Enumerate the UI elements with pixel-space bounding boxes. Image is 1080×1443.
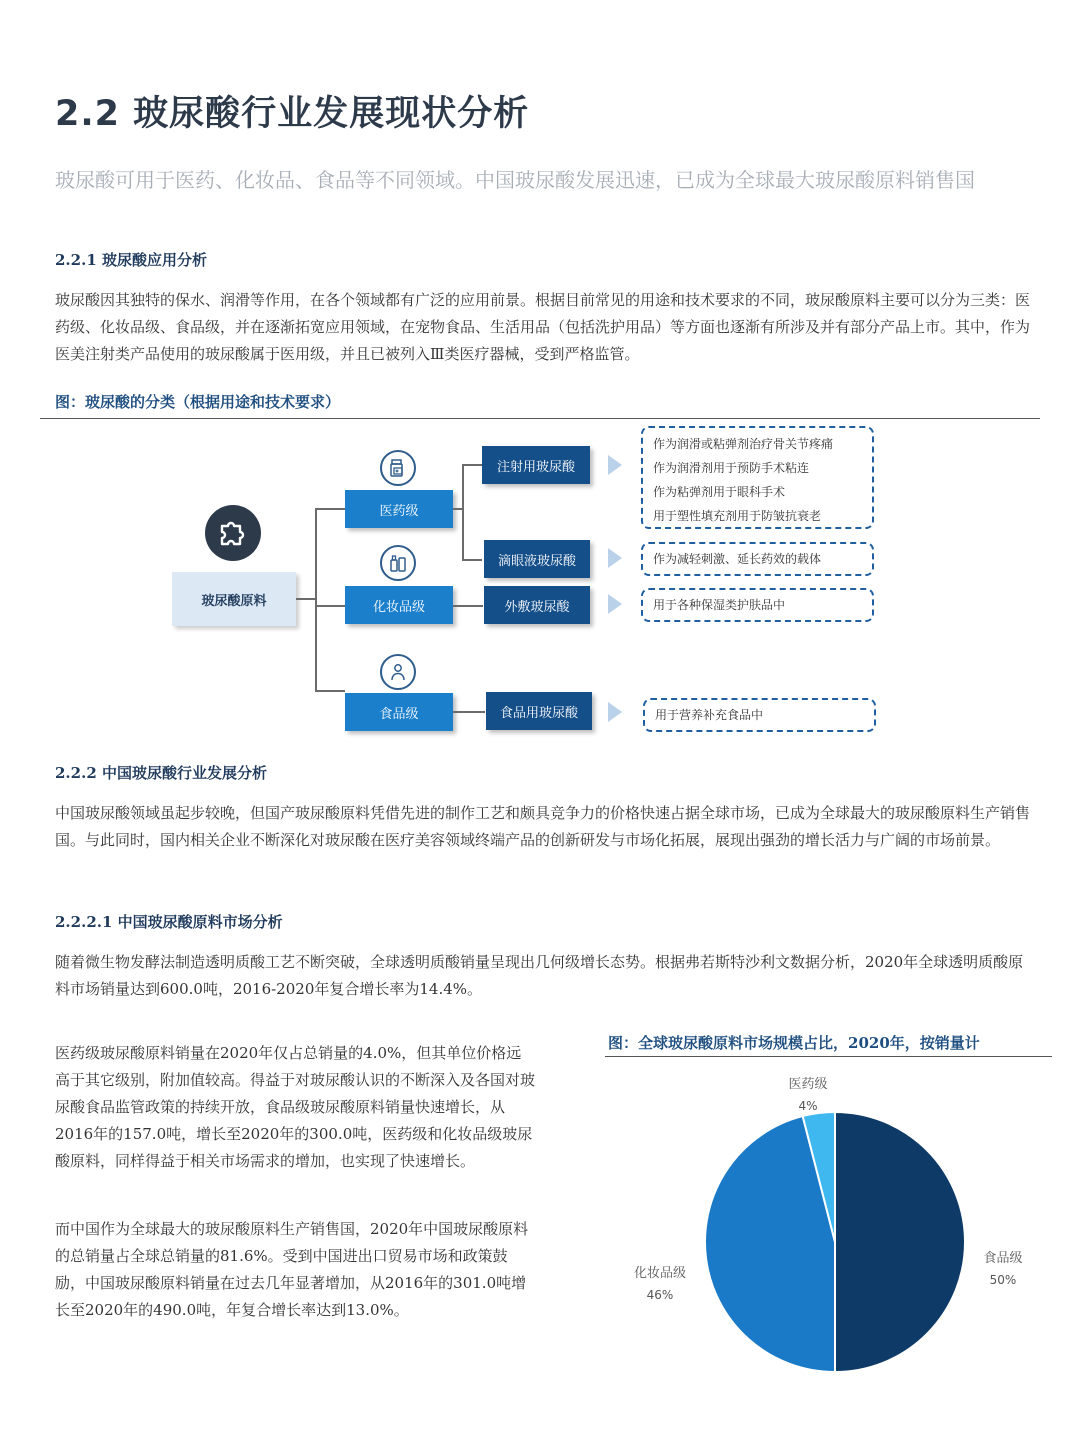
use-item: 用于塑性填充剂用于防皱抗衰老 <box>653 509 822 523</box>
use-item: 作为减轻刺激、延长药效的载体 <box>653 552 822 566</box>
section-heading-2221: 2.2.2.1 中国玻尿酸原料市场分析 <box>55 913 283 931</box>
pie-slice-value: 4% <box>798 1099 818 1113</box>
use-box-foodgrade <box>643 698 876 732</box>
type-box-foodgrade <box>486 692 592 730</box>
root-label: 玻尿酸原料 <box>201 593 267 609</box>
root-box <box>172 572 296 626</box>
cosmetics-icon <box>380 545 416 581</box>
section-paragraph-221: 玻尿酸因其独特的保水、润滑等作用，在各个领域都有广泛的应用前景。根据目前常见的用途和技术要求的不同，玻尿酸原料主要可以分为三类：医药级、化妆品级、食品级，并在逐渐拓宽应用领域，在宠物食品、生活用品（包括洗护用品）等方面也逐渐有所涉及并有部分产品上市。其中，作为医美注射类产品使用的玻尿酸属于医用级，并且已被列入Ⅲ类医疗器械，受到严格监管。 <box>55 291 1031 363</box>
section-heading-221: 2.2.1 玻尿酸应用分析 <box>55 251 207 269</box>
category-box-food <box>345 693 453 731</box>
connector <box>315 508 345 510</box>
use-item: 作为粘弹剂用于眼科手术 <box>653 485 786 499</box>
left-paragraph-2: 而中国作为全球最大的玻尿酸原料生产销售国，2020年中国玻尿酸原料的总销量占全球总销量的81.6%。受到中国进出口贸易市场和政策鼓励，中国玻尿酸原料销量在过去几年显著增加，从2016年的301.0吨增长至2020年的490.0吨，年复合增长率达到13.0%。 <box>55 1220 529 1319</box>
use-item: 作为润滑剂用于预防手术粘连 <box>653 461 810 475</box>
connector <box>462 464 464 560</box>
pie-slice-label: 食品级 <box>983 1251 1023 1266</box>
category-box-pharma <box>345 490 453 528</box>
connector <box>462 464 482 466</box>
arrow-right-icon <box>608 455 622 475</box>
medicine-bottle-icon <box>380 450 416 486</box>
pie-slice <box>835 1112 965 1372</box>
category-box-cosmetic <box>345 586 453 624</box>
type-box-eyedrop <box>484 540 590 578</box>
use-item: 用于各种保湿类护肤品中 <box>653 598 786 612</box>
arrow-right-icon <box>608 594 622 614</box>
section-paragraph-2221: 随着微生物发酵法制造透明质酸工艺不断突破，全球透明质酸销量呈现出几何级增长态势。根据弗若斯特沙利文数据分析，2020年全球透明质酸原料市场销量达到600.0吨，2016-2020年复合增长率为14.4%。 <box>55 953 1024 998</box>
category-label: 医药级 <box>379 503 419 519</box>
person-icon <box>380 654 416 690</box>
connector <box>453 605 483 607</box>
connector <box>462 559 482 561</box>
type-label: 滴眼液玻尿酸 <box>497 553 576 569</box>
type-label: 注射用玻尿酸 <box>496 459 575 475</box>
connector <box>315 690 345 692</box>
connector <box>315 508 317 692</box>
use-item: 作为润滑或粘弹剂治疗骨关节疼痛 <box>653 437 834 451</box>
section-paragraph-222: 中国玻尿酸领域虽起步较晚，但国产玻尿酸原料凭借先进的制作工艺和颇具竞争力的价格快速占据全球市场，已成为全球最大的玻尿酸原料生产销售国。与此同时，国内相关企业不断深化对玻尿酸在医疗美容领域终端产品的创新研发与市场化拓展，展现出强劲的增长活力与广阔的市场前景。 <box>55 804 1031 849</box>
diagram-title: 图：玻尿酸的分类（根据用途和技术要求） <box>55 393 341 411</box>
category-label: 化妆品级 <box>372 599 425 615</box>
connector <box>296 598 316 600</box>
use-item: 用于营养补充食品中 <box>655 708 764 722</box>
section-heading-222: 2.2.2 中国玻尿酸行业发展分析 <box>55 764 267 782</box>
chart-title: 图：全球玻尿酸原料市场规模占比，2020年，按销量计 <box>608 1034 980 1052</box>
arrow-right-icon <box>608 702 622 722</box>
page-subtitle: 玻尿酸可用于医药、化妆品、食品等不同领域。中国玻尿酸发展迅速，已成为全球最大玻尿酸原料销售国 <box>55 168 975 192</box>
type-box-topical <box>484 586 590 624</box>
pie-slice-value: 46% <box>646 1288 674 1302</box>
type-label: 食品用玻尿酸 <box>499 705 578 721</box>
page-title: 2.2 玻尿酸行业发展现状分析 <box>55 94 530 134</box>
diagram-title-rule <box>40 418 1040 419</box>
pie-slice-value: 50% <box>989 1273 1017 1287</box>
chart-title-rule <box>605 1056 1052 1057</box>
puzzle-icon <box>205 505 261 561</box>
left-paragraph-1: 医药级玻尿酸原料销量在2020年仅占总销量的4.0%，但其单位价格远高于其它级别，附加值较高。得益于对玻尿酸认识的不断深入及各国对玻尿酸食品监管政策的持续开放，食品级玻尿酸原料销量快速增长，从2016年的157.0吨，增长至2020年的300.0吨，医药级和化妆品级玻尿酸原料，同样得益于相关市场需求的增加，也实现了快速增长。 <box>55 1044 536 1170</box>
pie-slice-label: 医药级 <box>788 1077 828 1092</box>
type-box-injection <box>482 446 590 484</box>
use-box-topical <box>641 588 874 622</box>
pie-slice-label: 化妆品级 <box>633 1266 687 1281</box>
connector <box>453 711 485 713</box>
classification-diagram <box>0 420 1080 750</box>
type-label: 外敷玻尿酸 <box>504 599 570 615</box>
use-box-injection <box>641 426 874 529</box>
pie-chart <box>600 1064 1060 1394</box>
category-label: 食品级 <box>379 706 419 722</box>
connector <box>315 605 345 607</box>
use-box-eyedrop <box>641 542 874 576</box>
arrow-right-icon <box>608 548 622 568</box>
